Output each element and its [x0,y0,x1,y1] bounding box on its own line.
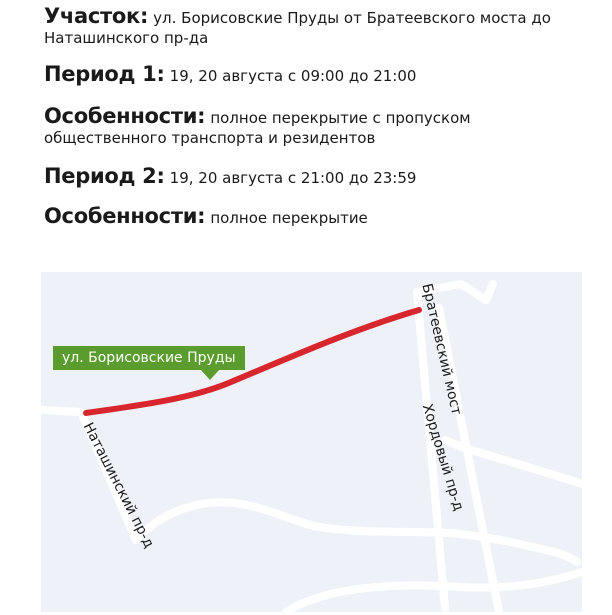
map-canvas [41,272,582,612]
road-west-stub [41,410,81,412]
features1-value: полное перекрытие с пропуском общественного транспорта и резидентов [44,109,471,147]
closure-map [41,272,582,612]
period2-label: Период 2: [44,164,165,188]
period1-row [44,64,584,86]
features1-label: Особенности: [44,104,206,128]
road-bottom-curve [286,572,582,612]
street-label-natashinsky: Наташинский пр-д [79,420,157,551]
section-label: Участок: [44,4,149,28]
features1-row [44,106,584,148]
section-row [44,6,584,48]
period1-label: Период 1: [44,62,165,86]
period2-row [44,166,584,188]
period2-value: 19, 20 августа с 21:00 до 23:59 [169,169,417,187]
street-label-khordovy: Хордовый пр-д [418,402,467,513]
road-south-arc [136,502,577,562]
street-label-brateevsky: Братеевский мост [418,282,465,417]
road-network [41,284,582,612]
features2-value: полное перекрытие [210,209,368,227]
section-value: ул. Борисовские Пруды от Братеевского моста до Наташинского пр-да [44,9,551,47]
road-east-north [486,284,493,300]
features2-label: Особенности: [44,204,206,228]
period1-value: 19, 20 августа с 09:00 до 21:00 [169,67,417,85]
features2-row [44,206,584,228]
street-name-tag: ул. Борисовские Пруды [53,346,245,370]
